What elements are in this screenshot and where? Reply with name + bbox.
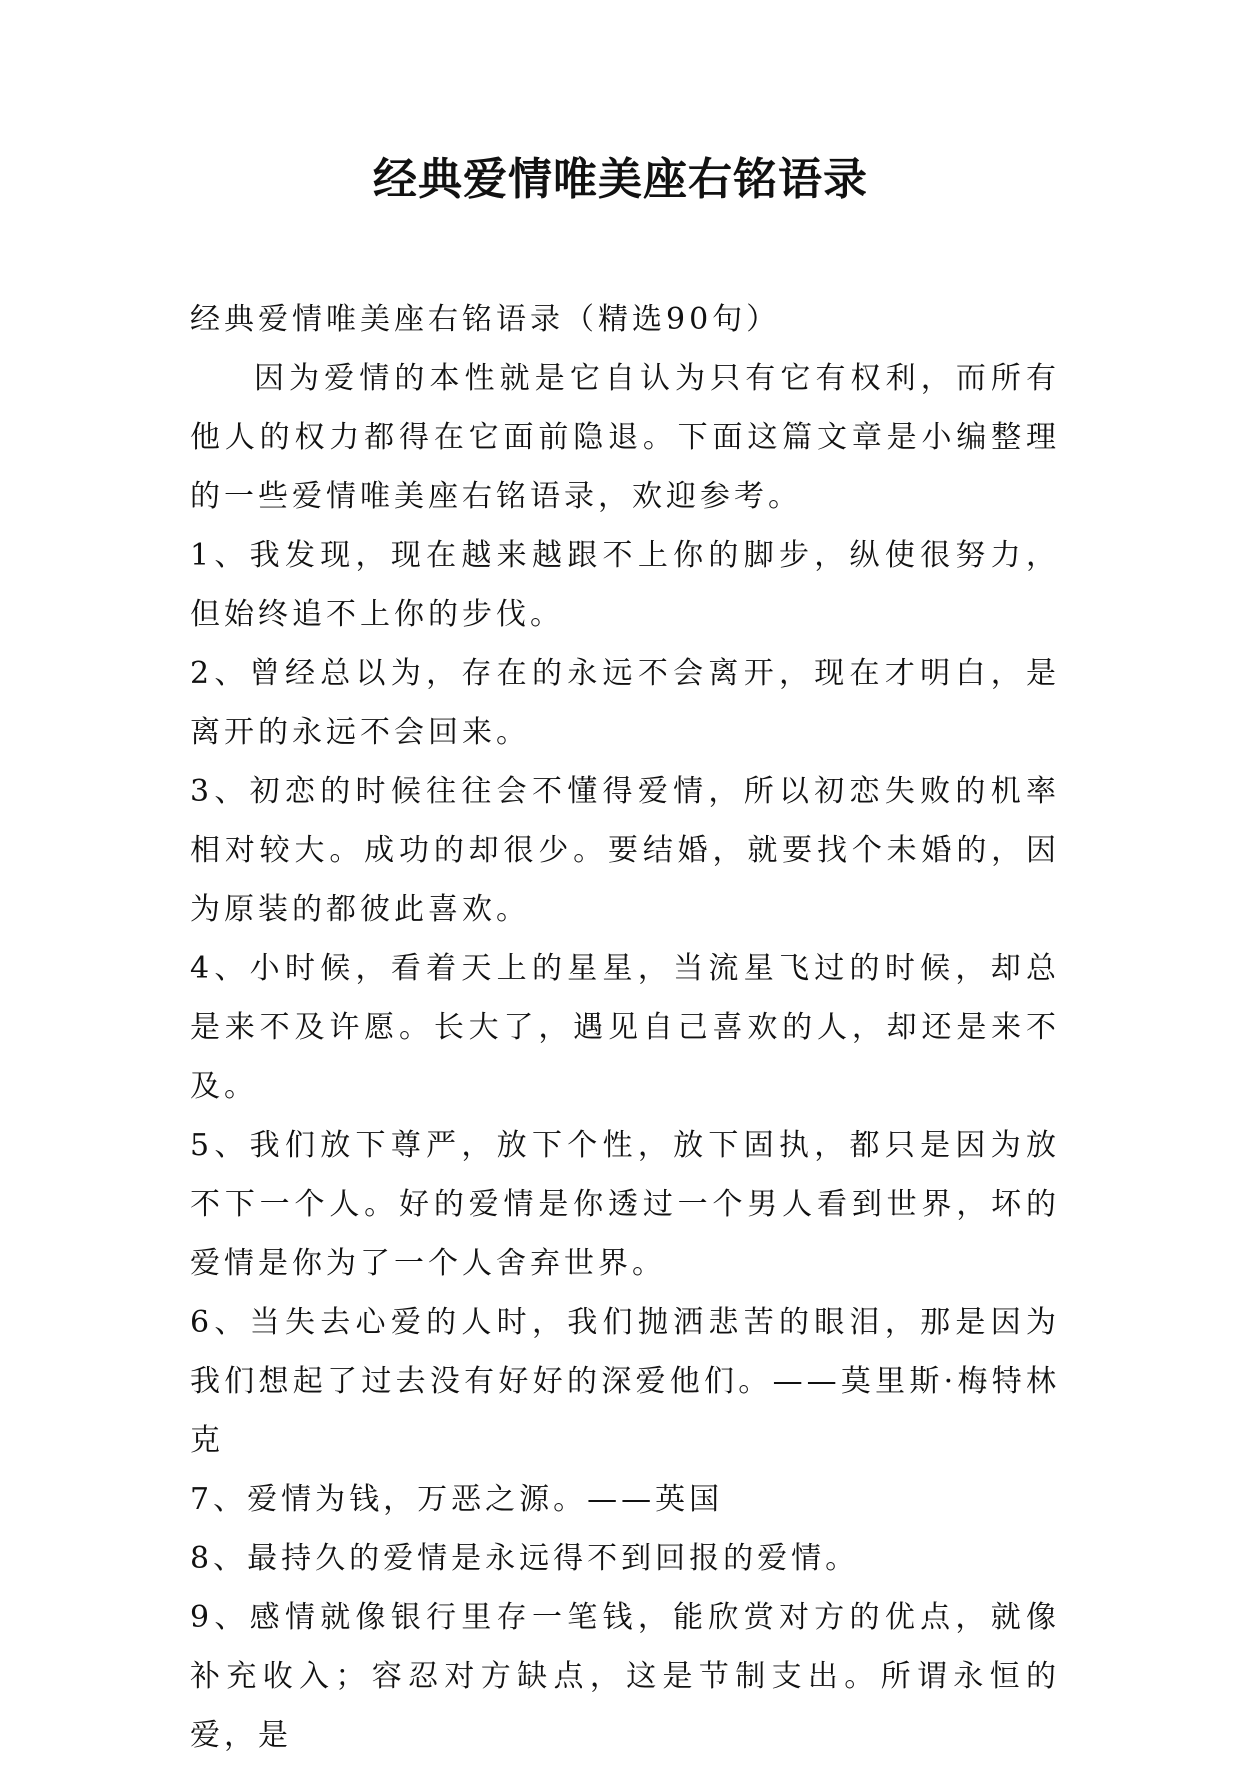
- quote-item-8: 8、最持久的爱情是永远得不到回报的爱情。: [190, 1541, 860, 1576]
- quote-item-1: 1、我发现，现在越来越跟不上你的脚步，纵使很努力，但始终追不上你的步伐。: [190, 538, 1060, 632]
- intro-paragraph: 因为爱情的本性就是它自认为只有它有权利，而所有他人的权力都得在它面前隐退。下面这篇文章是小编整理的一些爱情唯美座右铭语录，欢迎参考。: [190, 361, 1060, 514]
- quote-item-6: 6、当失去心爱的人时，我们抛洒悲苦的眼泪，那是因为我们想起了过去没有好好的深爱他们。——莫里斯·梅特林克: [190, 1305, 1060, 1458]
- document-subtitle: 经典爱情唯美座右铭语录（精选90句）: [190, 302, 781, 337]
- quote-item-7: 7、爱情为钱，万恶之源。——英国: [190, 1482, 724, 1517]
- quote-item-3: 3、初恋的时候往往会不懂得爱情，所以初恋失败的机率相对较大。成功的却很少。要结婚，就要找个未婚的，因为原装的都彼此喜欢。: [190, 774, 1060, 927]
- quote-item-5: 5、我们放下尊严，放下个性，放下固执，都只是因为放不下一个人。好的爱情是你透过一个男人看到世界，坏的爱情是你为了一个人舍弃世界。: [190, 1128, 1060, 1281]
- quote-item-4: 4、小时候，看着天上的星星，当流星飞过的时候，却总是来不及许愿。长大了，遇见自己喜欢的人，却还是来不及。: [190, 951, 1060, 1104]
- document-body: [190, 290, 1060, 1765]
- quote-item-9: 9、感情就像银行里存一笔钱，能欣赏对方的优点，就像补充收入；容忍对方缺点，这是节制支出。所谓永恒的爱，是: [190, 1600, 1060, 1753]
- quote-item-2: 2、曾经总以为，存在的永远不会离开，现在才明白，是离开的永远不会回来。: [190, 656, 1060, 750]
- document-title: 经典爱情唯美座右铭语录: [373, 154, 868, 205]
